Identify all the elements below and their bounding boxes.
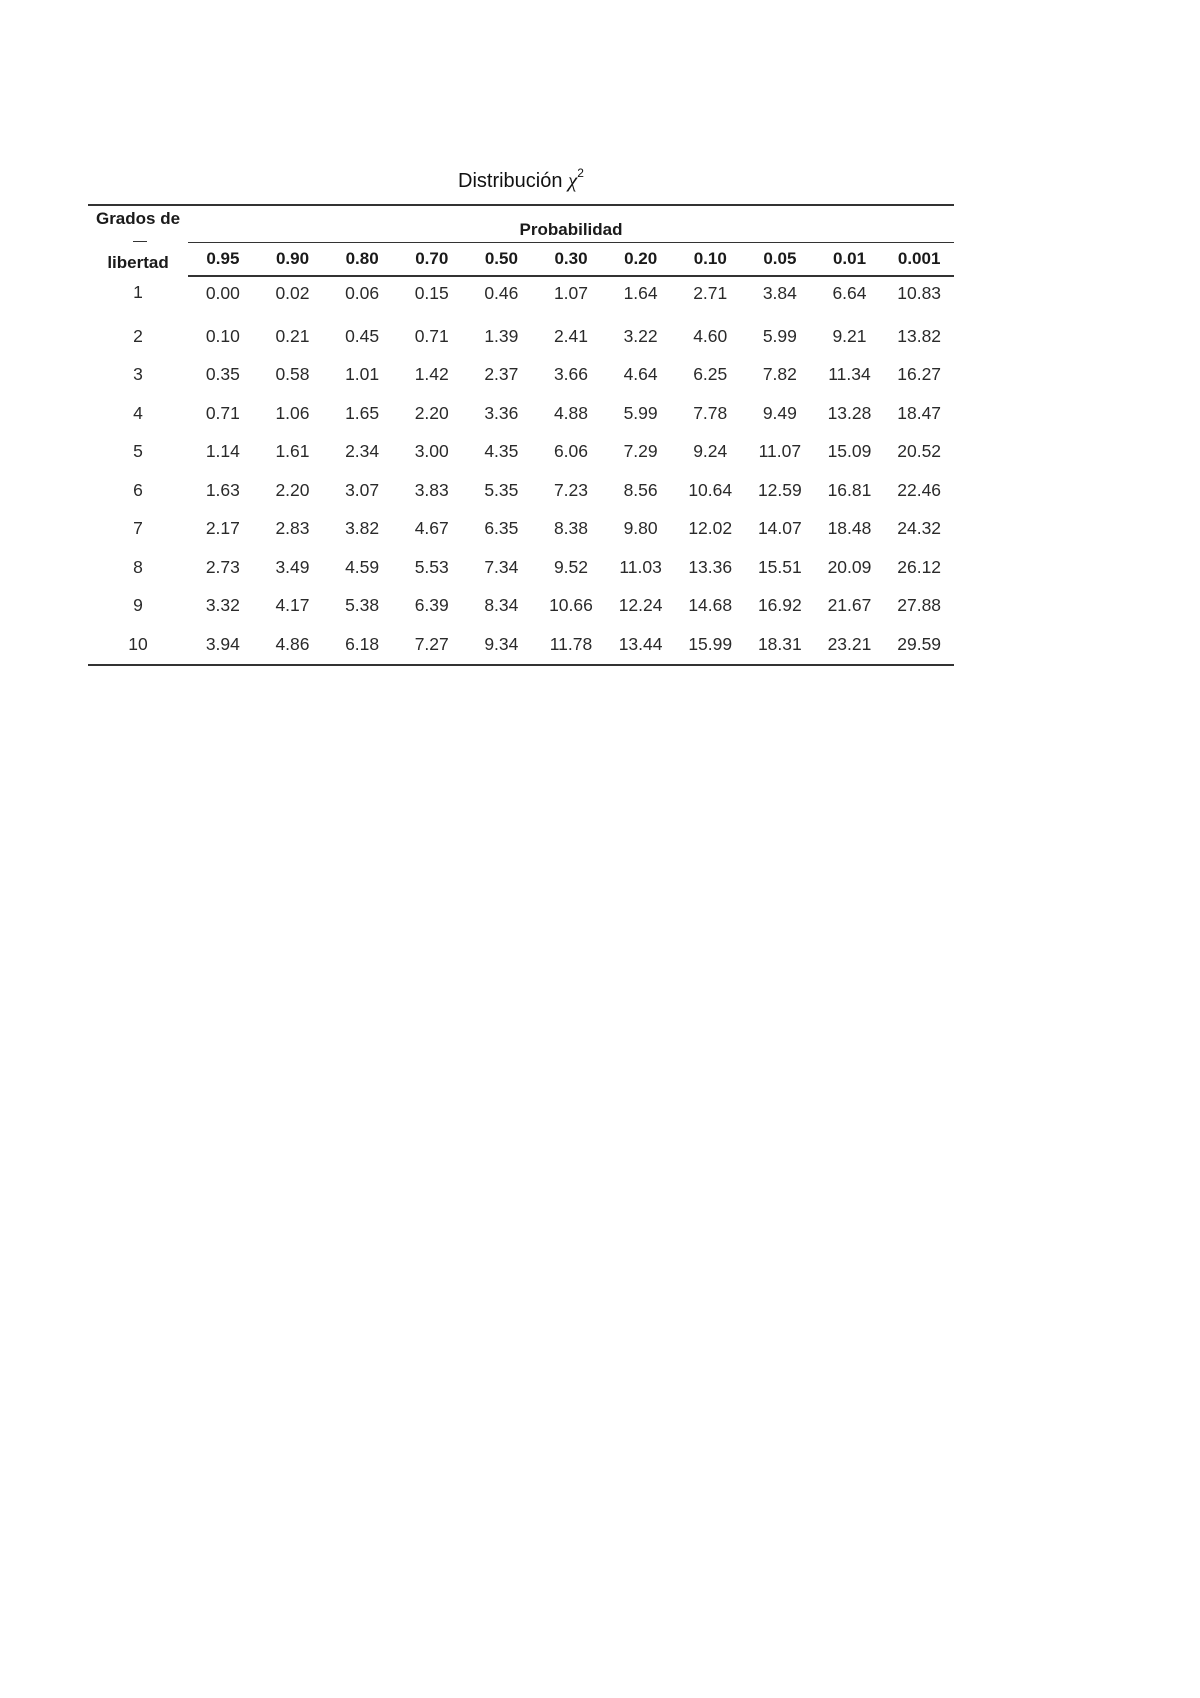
critical-value-cell: 12.24 (618, 595, 663, 616)
df-column-header (88, 205, 188, 276)
critical-value-cell: 16.27 (897, 364, 942, 385)
df-cell: 9 (133, 595, 143, 616)
critical-value-cell: 18.47 (897, 402, 942, 423)
critical-value-cell: 3.84 (762, 283, 797, 303)
critical-value-cell: 10.83 (897, 283, 942, 303)
header-dash (133, 241, 147, 242)
probability-column-header: 0.80 (327, 243, 397, 277)
critical-value-cell: 9.34 (467, 625, 537, 665)
table-row (88, 587, 954, 626)
critical-value-cell: 6.18 (327, 625, 397, 665)
critical-value-cell: 16.92 (757, 595, 802, 616)
critical-value-cell: 1.14 (205, 441, 240, 462)
critical-value-cell: 0.15 (414, 283, 449, 303)
critical-value-cell: 13.44 (606, 625, 676, 665)
title-text: Distribución (458, 170, 563, 192)
critical-value-cell: 2.17 (205, 518, 240, 539)
chi-square-table (88, 204, 954, 666)
probability-column-header: 0.95 (188, 243, 258, 277)
critical-value-cell: 0.00 (205, 283, 240, 303)
critical-value-cell: 3.32 (205, 595, 240, 616)
critical-value-cell: 29.59 (884, 625, 954, 665)
critical-value-cell: 7.23 (553, 479, 589, 500)
critical-value-cell: 3.82 (345, 518, 380, 539)
critical-value-cell: 0.45 (345, 325, 380, 346)
critical-value-cell: 18.31 (745, 625, 815, 665)
probability-column-header: 0.01 (815, 243, 885, 277)
critical-value-cell: 20.09 (827, 556, 872, 577)
probability-column-header: 0.50 (467, 243, 537, 277)
critical-value-cell: 4.86 (258, 625, 328, 665)
critical-value-cell: 26.12 (897, 556, 942, 577)
critical-value-cell: 4.59 (345, 556, 380, 577)
critical-value-cell: 2.37 (484, 364, 519, 385)
df-header-line2: libertad (107, 253, 169, 272)
critical-value-cell: 1.07 (553, 283, 589, 303)
critical-value-cell: 0.10 (205, 325, 240, 346)
probability-column-header: 0.20 (606, 243, 676, 277)
critical-value-cell: 14.07 (757, 518, 802, 539)
df-cell: 8 (133, 556, 143, 577)
critical-value-cell: 3.49 (275, 556, 310, 577)
chi-exponent: 2 (577, 166, 584, 181)
critical-value-cell: 11.34 (828, 364, 871, 385)
critical-value-cell: 15.09 (827, 441, 872, 462)
probability-column-header: 0.10 (675, 243, 745, 277)
table-row (88, 356, 954, 395)
critical-value-cell: 6.25 (693, 364, 728, 385)
critical-value-cell: 1.61 (275, 441, 310, 462)
table-header (88, 205, 954, 276)
table-row (88, 433, 954, 472)
chi-symbol: χ (568, 168, 578, 192)
df-cell: 6 (133, 479, 143, 500)
critical-value-cell: 10.66 (549, 595, 593, 616)
critical-value-cell: 27.88 (897, 595, 942, 616)
critical-value-cell: 2.20 (414, 402, 449, 423)
critical-value-cell: 22.46 (897, 479, 942, 500)
critical-value-cell: 3.36 (484, 402, 519, 423)
critical-value-cell: 14.68 (688, 595, 733, 616)
probability-column-header: 0.70 (397, 243, 467, 277)
df-cell: 10 (88, 625, 188, 665)
critical-value-cell: 9.24 (693, 441, 728, 462)
critical-value-cell: 20.52 (897, 441, 942, 462)
critical-value-cell: 3.07 (345, 479, 380, 500)
critical-value-cell: 12.59 (757, 479, 802, 500)
critical-value-cell: 13.28 (827, 402, 872, 423)
critical-value-cell: 0.35 (205, 364, 240, 385)
table-row (88, 317, 954, 356)
critical-value-cell: 1.39 (484, 325, 519, 346)
critical-value-cell: 4.67 (414, 518, 449, 539)
chi-square-table-container (88, 204, 954, 666)
probability-column-header: 0.001 (884, 243, 954, 277)
critical-value-cell: 3.00 (414, 441, 449, 462)
critical-value-cell: 6.39 (414, 595, 449, 616)
critical-value-cell: 1.42 (414, 364, 449, 385)
critical-value-cell: 13.36 (688, 556, 733, 577)
df-cell: 5 (133, 441, 143, 462)
critical-value-cell: 7.78 (693, 402, 728, 423)
critical-value-cell: 21.67 (827, 595, 872, 616)
df-cell: 2 (133, 325, 143, 346)
probability-column-header: 0.30 (536, 243, 606, 277)
critical-value-cell: 0.02 (275, 283, 310, 303)
probability-column-header: 0.90 (258, 243, 328, 277)
critical-value-cell: 3.94 (188, 625, 258, 665)
critical-value-cell: 6.06 (553, 441, 589, 462)
critical-value-cell: 0.06 (345, 283, 380, 303)
df-cell: 1 (133, 282, 143, 302)
critical-value-cell: 4.64 (623, 364, 658, 385)
critical-value-cell: 2.71 (693, 283, 728, 303)
critical-value-cell: 4.17 (275, 595, 310, 616)
critical-value-cell: 15.51 (757, 556, 802, 577)
critical-value-cell: 1.64 (623, 283, 658, 303)
critical-value-cell: 4.60 (693, 325, 728, 346)
critical-value-cell: 10.64 (688, 479, 733, 500)
table-row (88, 548, 954, 587)
critical-value-cell: 5.99 (623, 402, 658, 423)
critical-value-cell: 2.20 (275, 479, 310, 500)
critical-value-cell: 0.71 (205, 402, 240, 423)
critical-value-cell: 6.35 (484, 518, 519, 539)
critical-value-cell: 23.21 (815, 625, 885, 665)
critical-value-cell: 3.22 (623, 325, 658, 346)
critical-value-cell: 5.53 (414, 556, 449, 577)
df-header-line1: Grados de (95, 209, 181, 228)
critical-value-cell: 3.83 (414, 479, 449, 500)
critical-value-cell: 18.48 (827, 518, 872, 539)
table-body (88, 276, 954, 665)
critical-value-cell: 0.21 (275, 325, 310, 346)
probability-group-header: Probabilidad (188, 205, 954, 243)
critical-value-cell: 15.99 (675, 625, 745, 665)
critical-value-cell: 1.01 (345, 364, 380, 385)
critical-value-cell: 2.83 (275, 518, 310, 539)
df-cell: 7 (133, 518, 143, 539)
critical-value-cell: 2.73 (205, 556, 240, 577)
critical-value-cell: 3.66 (553, 364, 589, 385)
critical-value-cell: 0.71 (414, 325, 449, 346)
critical-value-cell: 5.35 (484, 479, 519, 500)
table-row (88, 471, 954, 510)
critical-value-cell: 9.80 (623, 518, 658, 539)
table-row (88, 276, 954, 317)
critical-value-cell: 11.03 (619, 556, 662, 577)
critical-value-cell: 9.21 (832, 325, 867, 346)
critical-value-cell: 9.52 (553, 556, 589, 577)
critical-value-cell: 8.56 (623, 479, 658, 500)
critical-value-cell: 5.99 (762, 325, 797, 346)
table-title (88, 168, 954, 193)
critical-value-cell: 12.02 (688, 518, 733, 539)
critical-value-cell: 2.34 (345, 441, 380, 462)
critical-value-cell: 11.78 (536, 625, 606, 665)
probability-column-header: 0.05 (745, 243, 815, 277)
critical-value-cell: 13.82 (897, 325, 942, 346)
critical-value-cell: 1.63 (205, 479, 240, 500)
critical-value-cell: 7.82 (762, 364, 797, 385)
critical-value-cell: 8.34 (484, 595, 519, 616)
critical-value-cell: 1.06 (275, 402, 310, 423)
critical-value-cell: 16.81 (827, 479, 872, 500)
critical-value-cell: 11.07 (758, 441, 802, 462)
critical-value-cell: 0.46 (484, 283, 519, 303)
critical-value-cell: 8.38 (553, 518, 589, 539)
table-row (88, 625, 954, 665)
critical-value-cell: 9.49 (762, 402, 797, 423)
critical-value-cell: 7.29 (623, 441, 658, 462)
critical-value-cell: 7.34 (484, 556, 519, 577)
critical-value-cell: 4.35 (484, 441, 519, 462)
critical-value-cell: 24.32 (897, 518, 942, 539)
df-cell: 4 (133, 402, 143, 423)
table-row (88, 510, 954, 549)
critical-value-cell: 7.27 (397, 625, 467, 665)
critical-value-cell: 4.88 (553, 402, 589, 423)
critical-value-cell: 1.65 (345, 402, 380, 423)
critical-value-cell: 0.58 (275, 364, 310, 385)
critical-value-cell: 5.38 (345, 595, 380, 616)
df-cell: 3 (133, 364, 143, 385)
critical-value-cell: 6.64 (832, 283, 867, 303)
critical-value-cell: 2.41 (553, 325, 589, 346)
table-row (88, 394, 954, 433)
